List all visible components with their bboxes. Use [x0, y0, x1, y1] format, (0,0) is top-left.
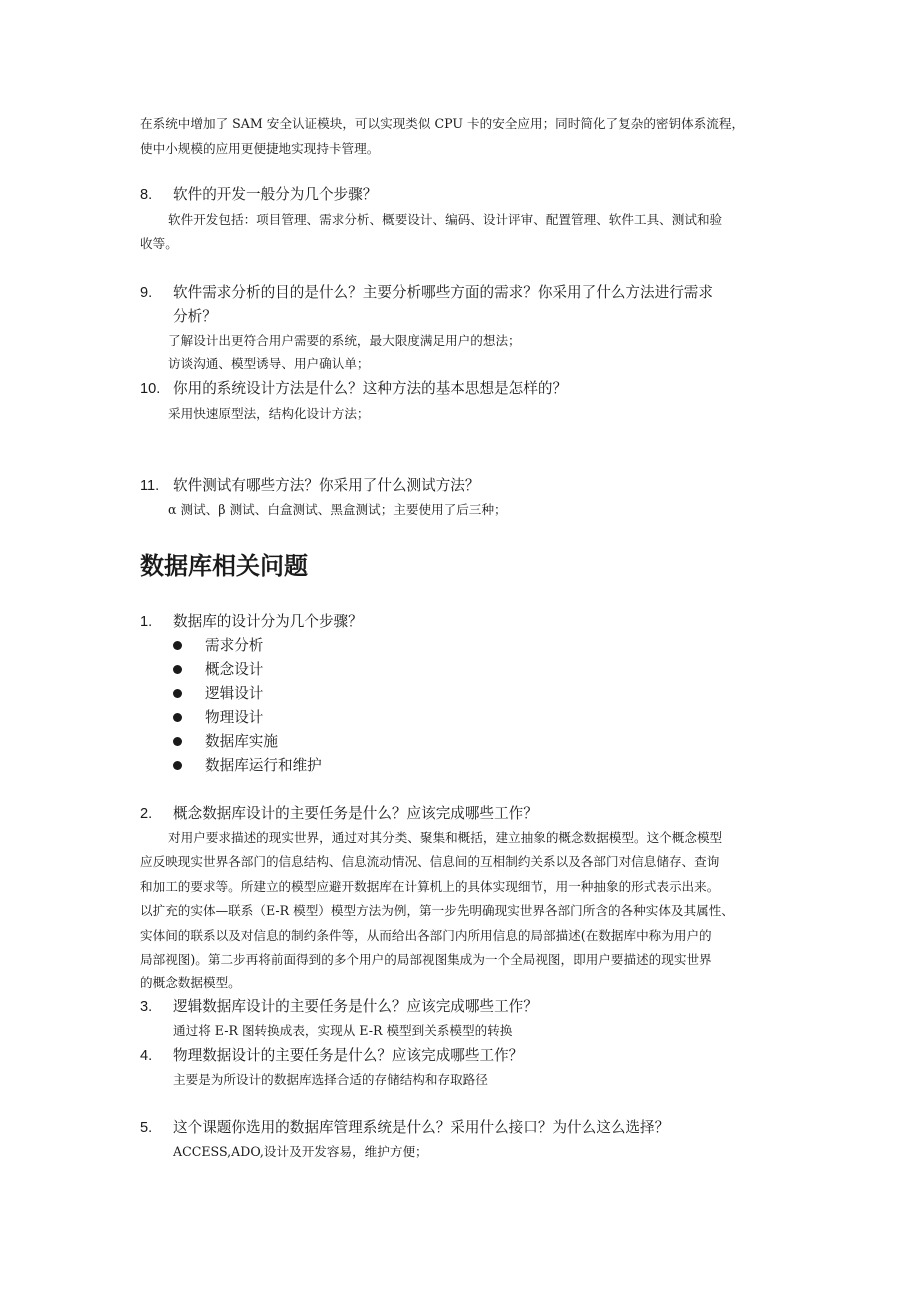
answer-line: 访谈沟通、模型诱导、用户确认单；	[168, 356, 370, 371]
question-text: 软件的开发一般分为几个步骤？	[173, 186, 378, 203]
answer-line: 和加工的要求等。所建立的模型应避开数据库在计算机上的具体实现细节，用一种抽象的形式表示出来。	[140, 879, 720, 894]
bullet-item: 数据库运行和维护	[205, 757, 322, 774]
bullet-dot	[173, 713, 182, 722]
answer-line: 应反映现实世界各部门的信息结构、信息流动情况、信息间的互相制约关系以及各部门对信息储存、查询	[140, 854, 720, 869]
answer-line: α 测试、β 测试、白盒测试、黑盒测试；主要使用了后三种；	[168, 502, 507, 517]
intro-line-2: 使中小规模的应用更便捷地实现持卡管理。	[140, 141, 380, 156]
intro-line-1: 在系统中增加了 SAM 安全认证模块，可以实现类似 CPU 卡的安全应用；同时简化了复杂的密钥体系流程，	[140, 116, 745, 131]
bullet-dot	[173, 761, 182, 770]
answer-line: 通过将 E-R 图转换成表，实现从 E-R 模型到关系模型的转换	[173, 1023, 513, 1038]
answer-line: 局部视图)。第二步再将前面得到的多个用户的局部视图集成为一个全局视图，即用户要描述的现实世界	[140, 952, 712, 967]
bullet-dot	[173, 689, 182, 698]
bullet-dot	[173, 641, 182, 650]
bullet-item: 概念设计	[205, 661, 264, 678]
question-number: 10.	[140, 381, 161, 397]
answer-line: 对用户要求描述的现实世界，通过对其分类、聚集和概括，建立抽象的概念数据模型。这个概念模型	[168, 830, 723, 845]
question-text: 软件需求分析的目的是什么？主要分析哪些方面的需求？你采用了什么方法进行需求	[173, 284, 713, 301]
question-number: 5.	[140, 1120, 153, 1136]
bullet-item: 逻辑设计	[205, 685, 264, 702]
answer-line: 的概念数据模型。	[140, 975, 241, 990]
bullet-item: 数据库实施	[205, 733, 278, 750]
question-text: 概念数据库设计的主要任务是什么？应该完成哪些工作？	[173, 805, 538, 822]
question-number: 11.	[140, 478, 160, 494]
answer-line: 软件开发包括：项目管理、需求分析、概要设计、编码、设计评审、配置管理、软件工具、测试和验	[168, 212, 723, 227]
question-text: 数据库的设计分为几个步骤？	[173, 613, 363, 630]
question-text: 这个课题你选用的数据库管理系统是什么？采用什么接口？为什么这么选择？	[173, 1119, 670, 1136]
question-number: 9.	[140, 285, 153, 301]
question-text-continued: 分析？	[173, 308, 217, 325]
question-text: 逻辑数据库设计的主要任务是什么？应该完成哪些工作？	[173, 998, 538, 1015]
question-number: 4.	[140, 1048, 153, 1064]
question-number: 3.	[140, 999, 153, 1015]
question-number: 8.	[140, 187, 153, 203]
answer-line: 实体间的联系以及对信息的制约条件等，从而给出各部门内所用信息的局部描述(在数据库中称为用户的	[140, 928, 712, 943]
question-text: 你用的系统设计方法是什么？这种方法的基本思想是怎样的？	[173, 380, 568, 397]
section-heading: 数据库相关问题	[140, 552, 308, 580]
bullet-item: 物理设计	[205, 709, 264, 726]
answer-line: ACCESS,ADO,设计及开发容易，维护方便；	[173, 1144, 428, 1159]
answer-line: 主要是为所设计的数据库选择合适的存储结构和存取路径	[173, 1072, 488, 1087]
answer-line: 以扩充的实体—联系（E-R 模型）模型方法为例，第一步先明确现实世界各部门所含的各种实体及其属性、	[140, 903, 734, 918]
bullet-dot	[173, 737, 182, 746]
answer-line: 了解设计出更符合用户需要的系统，最大限度满足用户的想法；	[168, 333, 521, 348]
bullet-dot	[173, 665, 182, 674]
answer-line: 采用快速原型法，结构化设计方法；	[168, 406, 370, 421]
question-text: 软件测试有哪些方法？你采用了什么测试方法？	[173, 477, 480, 494]
question-number: 1.	[140, 614, 153, 630]
question-number: 2.	[140, 806, 153, 822]
answer-line: 收等。	[140, 236, 178, 251]
bullet-item: 需求分析	[205, 637, 264, 654]
question-text: 物理数据设计的主要任务是什么？应该完成哪些工作？	[173, 1047, 524, 1064]
